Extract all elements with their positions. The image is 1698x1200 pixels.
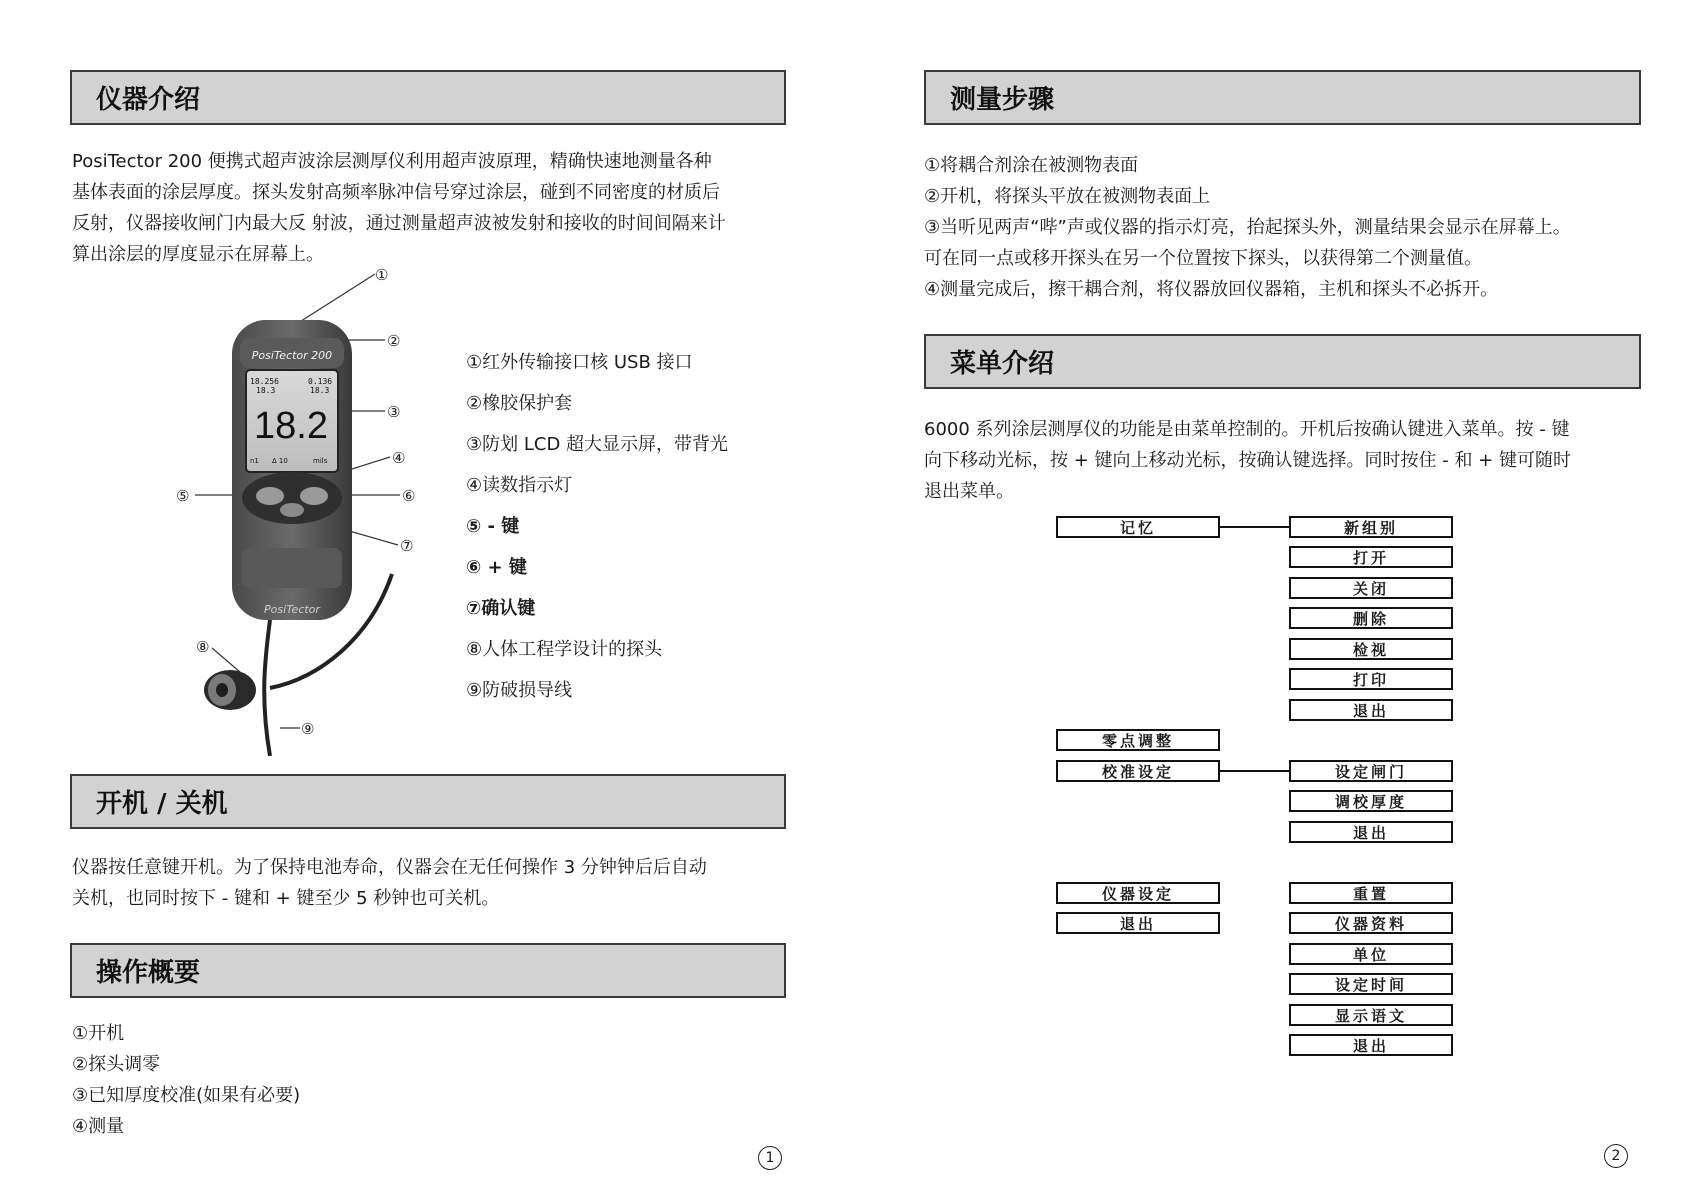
step-line: ③当听见两声“哔”声或仪器的指示灯亮，抬起探头外，测量结果会显示在屏幕上。 xyxy=(924,217,1571,238)
minus-key-shape xyxy=(256,487,284,505)
probe-cable xyxy=(264,620,270,756)
enter-key-shape xyxy=(280,503,304,517)
overview-item: ④测量 xyxy=(72,1116,125,1137)
menu-node-adjust-thickness: 调校厚度 xyxy=(1289,790,1453,812)
callout-5: ⑤ xyxy=(176,487,190,505)
callout-6: ⑥ xyxy=(402,487,416,505)
callout-3: ③ xyxy=(387,403,401,421)
screen-top-left: 18.256 xyxy=(250,377,279,386)
legend-item: ③防划 LCD 超大显示屏，带背光 xyxy=(466,434,729,455)
intro-paragraph xyxy=(72,146,786,270)
intro-line: PosiTector 200 便携式超声波涂层测厚仪利用超声波原理，精确快速地测量各种 xyxy=(72,151,712,172)
section-heading-overview xyxy=(70,943,786,998)
device-legend xyxy=(466,342,728,711)
power-paragraph xyxy=(72,852,786,914)
legend-item: ④读数指示灯 xyxy=(466,475,573,496)
callout-1: ① xyxy=(375,266,389,284)
legend-item: ⑤ - 键 xyxy=(466,516,520,537)
screen-bottom-mid: ∆ 10 xyxy=(272,457,288,465)
device-illustration xyxy=(170,258,460,756)
plus-key-shape xyxy=(300,487,328,505)
menu-node-memory: 记忆 xyxy=(1056,516,1220,538)
callout-7: ⑦ xyxy=(400,537,414,555)
menu-node-exit: 退出 xyxy=(1289,1034,1453,1056)
screen-main-value: 18.2 xyxy=(254,405,328,447)
overview-list xyxy=(72,1018,786,1142)
power-line: 关机，也同时按下 - 键和 + 键至少 5 秒钟也可关机。 xyxy=(72,888,500,909)
step-line: 可在同一点或移开探头在另一个位置按下探头，以获得第二个测量值。 xyxy=(924,248,1482,269)
callout-line-8 xyxy=(212,648,240,672)
menu-node-language: 显示语文 xyxy=(1289,1004,1453,1026)
menu-node-new-group: 新组别 xyxy=(1289,516,1453,538)
right-page xyxy=(849,0,1698,1200)
page-number: 1 xyxy=(758,1146,782,1170)
overview-item: ①开机 xyxy=(72,1023,125,1044)
menu-line: 6000 系列涂层测厚仪的功能是由菜单控制的。开机后按确认键进入菜单。按 - 键 xyxy=(924,419,1570,440)
intro-line: 基体表面的涂层厚度。探头发射高频率脉冲信号穿过涂层，碰到不同密度的材质后 xyxy=(72,182,720,203)
device-bottom-brand: PosiTector xyxy=(264,603,320,616)
menu-node-instrument-info: 仪器资料 xyxy=(1289,912,1453,934)
menu-connector xyxy=(1220,770,1289,772)
menu-node-exit-main: 退出 xyxy=(1056,912,1220,934)
overview-item: ②探头调零 xyxy=(72,1054,161,1075)
legend-item: ⑦确认键 xyxy=(466,598,536,619)
heading-text: 操作概要 xyxy=(96,958,201,988)
menu-node-open: 打开 xyxy=(1289,546,1453,568)
heading-text: 测量步骤 xyxy=(950,85,1055,115)
heading-text: 菜单介绍 xyxy=(950,349,1055,379)
menu-node-view: 检视 xyxy=(1289,638,1453,660)
menu-node-delete: 删除 xyxy=(1289,607,1453,629)
callout-2: ② xyxy=(387,332,401,350)
screen-unit: mils xyxy=(313,457,328,465)
screen-top-left-2: 18.3 xyxy=(256,386,276,395)
legend-item: ⑨防破损导线 xyxy=(466,680,573,701)
device-brand: PosiTector 200 xyxy=(251,349,333,362)
menu-node-zero: 零点调整 xyxy=(1056,729,1220,751)
menu-line: 向下移动光标，按 + 键向上移动光标，按确认键选择。同时按住 - 和 + 键可随时 xyxy=(924,450,1571,471)
callout-8: ⑧ xyxy=(196,638,210,656)
screen-top-right: 0.136 xyxy=(308,377,333,386)
callout-4: ④ xyxy=(392,449,406,467)
legend-item: ①红外传输接口核 USB 接口 xyxy=(466,352,693,373)
callout-9: ⑨ xyxy=(301,720,315,738)
menu-node-set-time: 设定时间 xyxy=(1289,973,1453,995)
menu-line: 退出菜单。 xyxy=(924,481,1014,502)
legend-item: ⑥ + 键 xyxy=(466,557,527,578)
probe-center xyxy=(216,683,228,697)
step-line: ①将耦合剂涂在被测物表面 xyxy=(924,155,1139,176)
intro-line: 算出涂层的厚度显示在屏幕上。 xyxy=(72,244,324,265)
menu-node-settings: 仪器设定 xyxy=(1056,882,1220,904)
screen-top-right-2: 18.3 xyxy=(310,386,330,395)
step-line: ②开机，将探头平放在被测物表面上 xyxy=(924,186,1211,207)
heading-text: 开机 / 关机 xyxy=(96,789,228,819)
heading-text: 仪器介绍 xyxy=(96,85,201,115)
menu-node-print: 打印 xyxy=(1289,668,1453,690)
section-heading-intro xyxy=(70,70,786,125)
menu-node-reset: 重置 xyxy=(1289,882,1453,904)
menu-node-calibration: 校准设定 xyxy=(1056,760,1220,782)
overview-item: ③已知厚度校准(如果有必要) xyxy=(72,1085,301,1106)
page-number: 2 xyxy=(1604,1144,1628,1168)
menu-connector xyxy=(1220,526,1289,528)
menu-node-exit: 退出 xyxy=(1289,821,1453,843)
legend-item: ⑧人体工程学设计的探头 xyxy=(466,639,663,660)
legend-item: ②橡胶保护套 xyxy=(466,393,573,414)
menu-node-exit: 退出 xyxy=(1289,699,1453,721)
menu-tree xyxy=(849,0,1698,1200)
section-heading-power xyxy=(70,774,786,829)
menu-node-close: 关闭 xyxy=(1289,577,1453,599)
menu-node-set-gate: 设定闸门 xyxy=(1289,760,1453,782)
power-line: 仪器按任意键开机。为了保持电池寿命，仪器会在无任何操作 3 分钟钟后后自动 xyxy=(72,857,707,878)
step-line: ④测量完成后，擦干耦合剂，将仪器放回仪器箱，主机和探头不必拆开。 xyxy=(924,279,1499,300)
device-grip xyxy=(242,548,342,588)
menu-node-units: 单位 xyxy=(1289,943,1453,965)
screen-bottom-left: n1 xyxy=(250,457,259,465)
intro-line: 反射，仪器接收闸门内最大反 射波，通过测量超声波被发射和接收的时间间隔来计 xyxy=(72,213,726,234)
